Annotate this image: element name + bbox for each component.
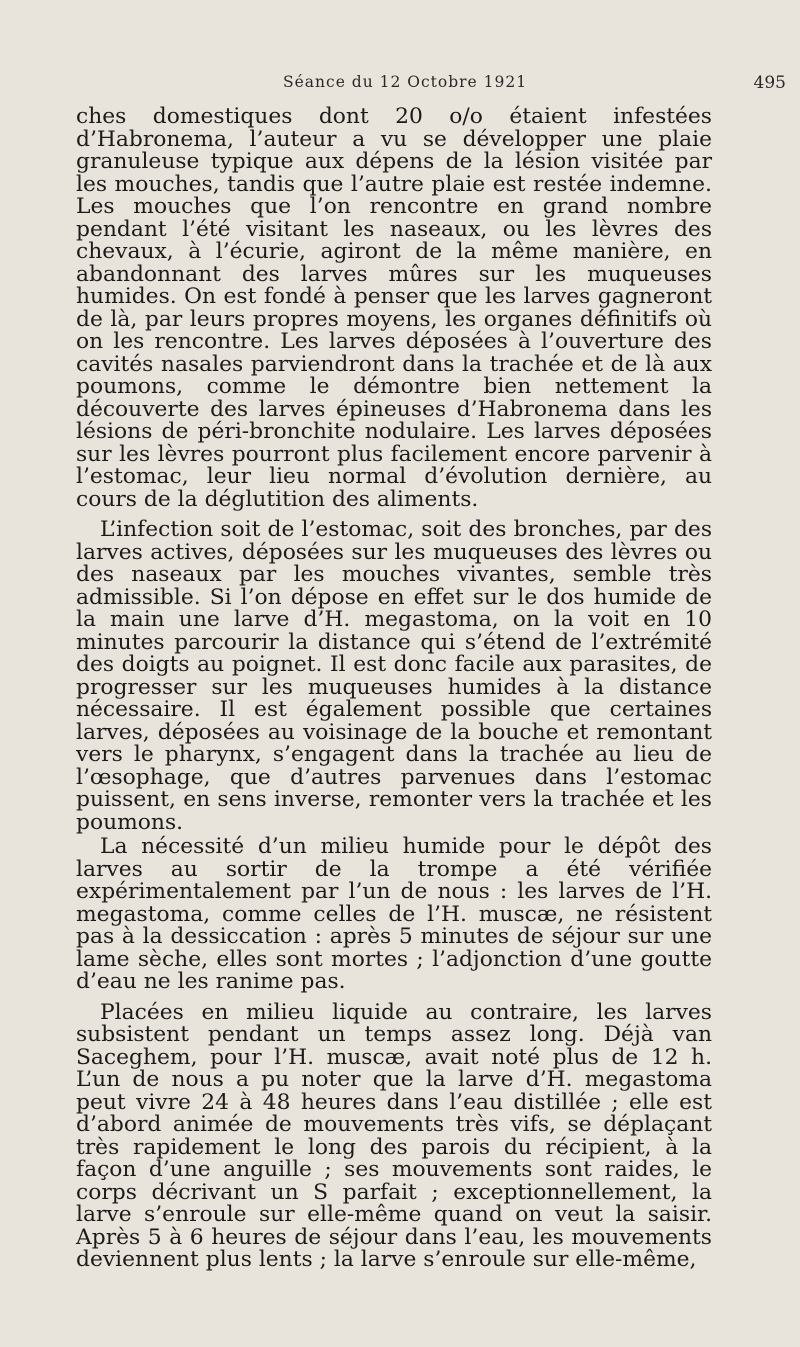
paragraph-4: Placées en milieu liquide au contraire, les larves subsistent pendant un temps assez long. Déjà van Saceghem, pour l’H. muscæ, avait noté plus de 12 h. L’un de nous a pu noter que la larve d’H. megastoma peut vivre 24 à 48 heures dans l’eau distillée ; elle est d’abord animée de mouvements très vifs, se déplaçant très rapidement le long des parois du récipient, à la façon d’une anguille ; ses mouvements sont raides, le corps décrivant un S parfait ; exceptionnellement, la larve s’enroule sur elle-même quand on veut la saisir. Après 5 à 6 heures de séjour dans l’eau, les mouvements deviennent plus lents ; la larve s’enroule sur elle-même, xyxy=(76,999,712,1272)
page-header xyxy=(0,73,800,99)
body-text xyxy=(76,106,712,1272)
paragraph-1: ches domestiques dont 20 o/o étaient infestées d’Habronema, l’auteur a vu se développer une plaie granuleuse typique aux dépens de la lésion visitée par les mouches, tandis que l’autre plaie est restée indemne. Les mouches que l’on rencontre en grand nombre pendant l’été visitant les naseaux, ou les lèvres des chevaux, à l’écurie, agiront de la même manière, en abandonnant des larves mûres sur les muqueuses humides. On est fondé à penser que les larves gagneront de là, par leurs propres moyens, les organes définitifs où on les rencontre. Les larves déposées à l’ouverture des cavités nasales parviendront dans la trachée et de là aux poumons, comme le démontre bien nettement la découverte des larves épineuses d’Habronema dans les lésions de péri-bronchite nodulaire. Les larves déposées sur les lèvres pourront plus facilement encore parvenir à l’estomac, leur lieu normal d’évolution dernière, au cours de la déglutition des aliments. xyxy=(76,104,712,512)
running-head: Séance du 12 Octobre 1921 xyxy=(283,73,528,91)
page-number: 495 xyxy=(753,73,786,93)
paragraph-3: La nécessité d’un milieu humide pour le dépôt des larves au sortir de la trompe a été vérifiée expérimentalement par l’un de nous : les larves de l’H. megastoma, comme celles de l’H. muscæ, ne résistent pas à la dessiccation : après 5 minutes de séjour sur une lame sèche, elles sont mortes ; l’adjonction d’une goutte d’eau ne les ranime pas. xyxy=(76,834,712,994)
paragraph-2: L’infection soit de l’estomac, soit des bronches, par des larves actives, déposées sur les muqueuses des lèvres ou des naseaux par les mouches vivantes, semble très admissible. Si l’on dépose en effet sur le dos humide de la main une larve d’H. megastoma, on la voit en 10 minutes parcourir la distance qui s’étend de l’extrémité des doigts au poignet. Il est donc facile aux parasites, de progresser sur les muqueuses humides à la distance nécessaire. Il est également possible que certaines larves, déposées au voisinage de la bouche et remontant vers le pharynx, s’engagent dans la trachée au lieu de l’œsophage, que d’autres parvenues dans l’estomac puissent, en sens inverse, remonter vers la trachée et les poumons. xyxy=(76,517,712,835)
